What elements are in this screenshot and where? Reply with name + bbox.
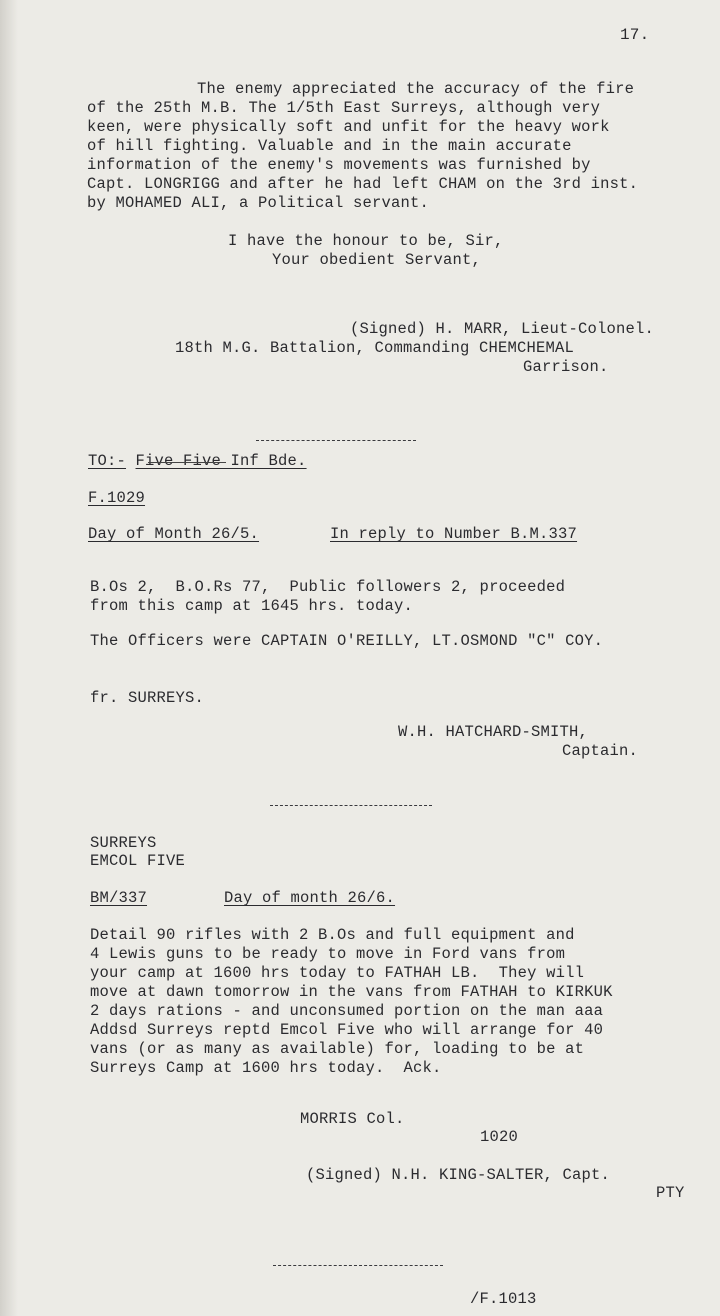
message-1-ref xyxy=(88,489,145,508)
report-line-5: information of the enemy's movements was furnished by xyxy=(87,156,591,174)
signature-line-1: (Signed) H. MARR, Lieut-Colonel. xyxy=(350,320,655,338)
message-1-day xyxy=(88,525,259,544)
footer-reference: /F.1013 xyxy=(470,1290,537,1308)
strikethrough-mark xyxy=(148,462,226,463)
separator-rule-1 xyxy=(256,440,416,441)
message-1-sign-2: Captain. xyxy=(562,742,639,760)
message-2-body-1: Detail 90 rifles with 2 B.Os and full equipment and xyxy=(90,926,575,944)
message-2-body-6: Addsd Surreys reptd Emcol Five who will arrange for 40 xyxy=(90,1021,604,1039)
report-line-4: of hill fighting. Valuable and in the main accurate xyxy=(87,137,572,155)
message-1-to-label: TO:- xyxy=(88,452,127,470)
message-2-pty: PTY xyxy=(656,1184,685,1202)
page-fold-shadow xyxy=(0,0,18,1316)
signature-line-3: Garrison. xyxy=(523,358,609,376)
report-line-2: of the 25th M.B. The 1/5th East Surreys, although very xyxy=(87,99,601,117)
message-2-body-2: 4 Lewis guns to be ready to move in Ford vans from xyxy=(90,945,566,963)
message-1-reply-text: In reply to Number B.M.337 xyxy=(330,525,578,543)
message-2-body-7: vans (or as many as available) for, loading to be at xyxy=(90,1040,585,1058)
message-2-ref-text: BM/337 xyxy=(90,889,148,907)
message-1-day-text: Day of Month 26/5. xyxy=(88,525,260,543)
separator-rule-2 xyxy=(270,805,432,806)
message-1-body-2: from this camp at 1645 hrs. today. xyxy=(90,597,414,615)
message-2-day xyxy=(224,889,395,908)
separator-rule-3 xyxy=(273,1265,443,1266)
message-1-body-3: The Officers were CAPTAIN O'REILLY, LT.OSMOND "C" COY. xyxy=(90,632,604,650)
message-2-body-4: move at dawn tomorrow in the vans from FATHAH to KIRKUK xyxy=(90,983,613,1001)
message-2-time: 1020 xyxy=(480,1128,519,1146)
message-2-to-2: EMCOL FIVE xyxy=(90,852,186,870)
message-2-from: MORRIS Col. xyxy=(300,1110,405,1128)
message-1-from: fr. SURREYS. xyxy=(90,689,205,707)
page-number: 17. xyxy=(620,26,650,44)
message-2-signed: (Signed) N.H. KING-SALTER, Capt. xyxy=(306,1166,611,1184)
closing-line-2: Your obedient Servant, xyxy=(272,251,482,269)
message-1-reply xyxy=(330,525,577,544)
message-2-ref xyxy=(90,889,147,908)
message-2-to-1: SURREYS xyxy=(90,834,157,852)
report-line-3: keen, were physically soft and unfit for the heavy work xyxy=(87,118,610,136)
message-1-ref-text: F.1029 xyxy=(88,489,146,507)
message-1-body-1: B.Os 2, B.O.Rs 77, Public followers 2, proceeded xyxy=(90,578,566,596)
message-1-to-value: Five Five Inf Bde. xyxy=(135,452,307,470)
signature-line-2: 18th M.G. Battalion, Commanding CHEMCHEMAL xyxy=(175,339,575,357)
message-2-body-5: 2 days rations - and unconsumed portion on the man aaa xyxy=(90,1002,604,1020)
report-line-7: by MOHAMED ALI, a Political servant. xyxy=(87,194,430,212)
report-line-1: The enemy appreciated the accuracy of the fire xyxy=(197,80,635,98)
message-2-body-3: your camp at 1600 hrs today to FATHAH LB. They will xyxy=(90,964,585,982)
message-2-day-text: Day of month 26/6. xyxy=(224,889,396,907)
message-2-body-8: Surreys Camp at 1600 hrs today. Ack. xyxy=(90,1059,442,1077)
message-1-sign-1: W.H. HATCHARD-SMITH, xyxy=(398,723,589,741)
closing-line-1: I have the honour to be, Sir, xyxy=(228,232,504,250)
report-line-6: Capt. LONGRIGG and after he had left CHAM on the 3rd inst. xyxy=(87,175,639,193)
